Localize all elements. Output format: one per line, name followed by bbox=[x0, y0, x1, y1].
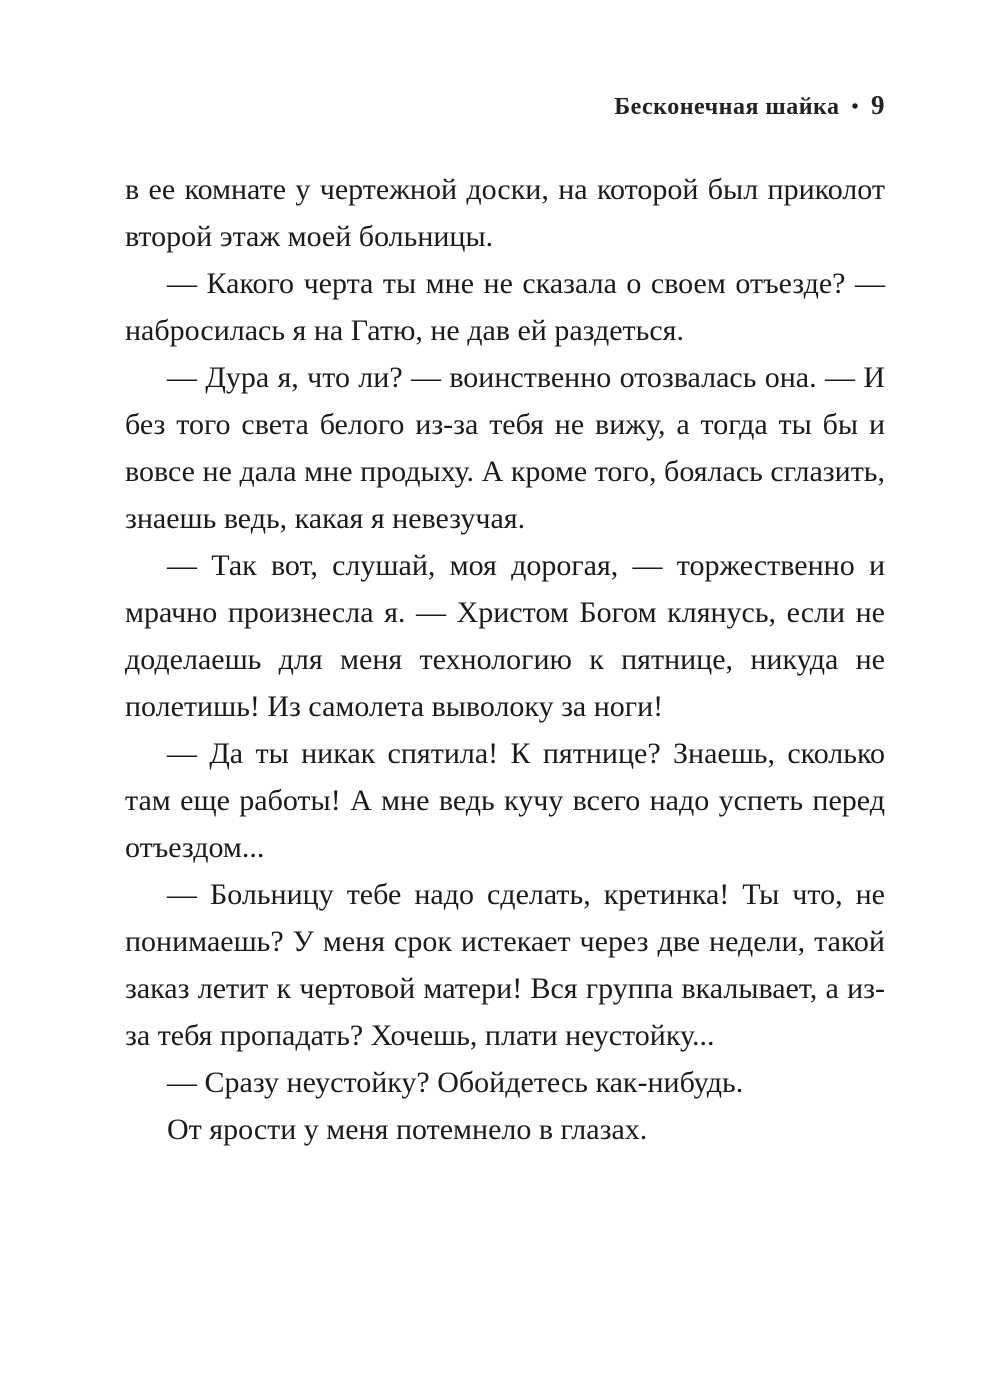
paragraph: — Так вот, слушай, моя дорогая, — торжественно и мрачно произнесла я. — Христом Богом клянусь, если не доделаешь для меня технологию к пятнице, никуда не полетишь! Из самолета выволоку за ноги! bbox=[125, 549, 885, 723]
header-separator-dot: • bbox=[851, 96, 859, 118]
page-number: 9 bbox=[871, 90, 885, 120]
running-title: Бесконечная шайка bbox=[614, 94, 840, 120]
paragraph: — Да ты никак спятила! К пятнице? Знаешь, сколько там еще работы! А мне ведь кучу всего надо успеть перед отъездом... bbox=[125, 737, 885, 864]
paragraph: — Больницу тебе надо сделать, кретинка! Ты что, не понимаешь? У меня срок истекает через две недели, такой заказ летит к чертовой матери! Вся группа вкалывает, а из-за тебя пропадать? Хочешь, плати неустойку... bbox=[125, 878, 885, 1052]
body-text bbox=[125, 166, 885, 1153]
paragraph: От ярости у меня потемнело в глазах. bbox=[167, 1113, 648, 1146]
paragraph: в ее комнате у чертежной доски, на которой был приколот второй этаж моей больницы. bbox=[125, 173, 885, 253]
running-header bbox=[125, 90, 885, 122]
paragraph: — Какого черта ты мне не сказала о своем отъезде? — набросилась я на Гатю, не дав ей раздеться. bbox=[125, 267, 885, 347]
paragraph: — Дура я, что ли? — воинственно отозвалась она. — И без того света белого из-за тебя не вижу, а тогда ты бы и вовсе не дала мне продыху. А кроме того, боялась сглазить, знаешь ведь, какая я невезучая. bbox=[125, 361, 885, 535]
paragraph: — Сразу неустойку? Обойдетесь как-нибудь. bbox=[167, 1066, 744, 1099]
